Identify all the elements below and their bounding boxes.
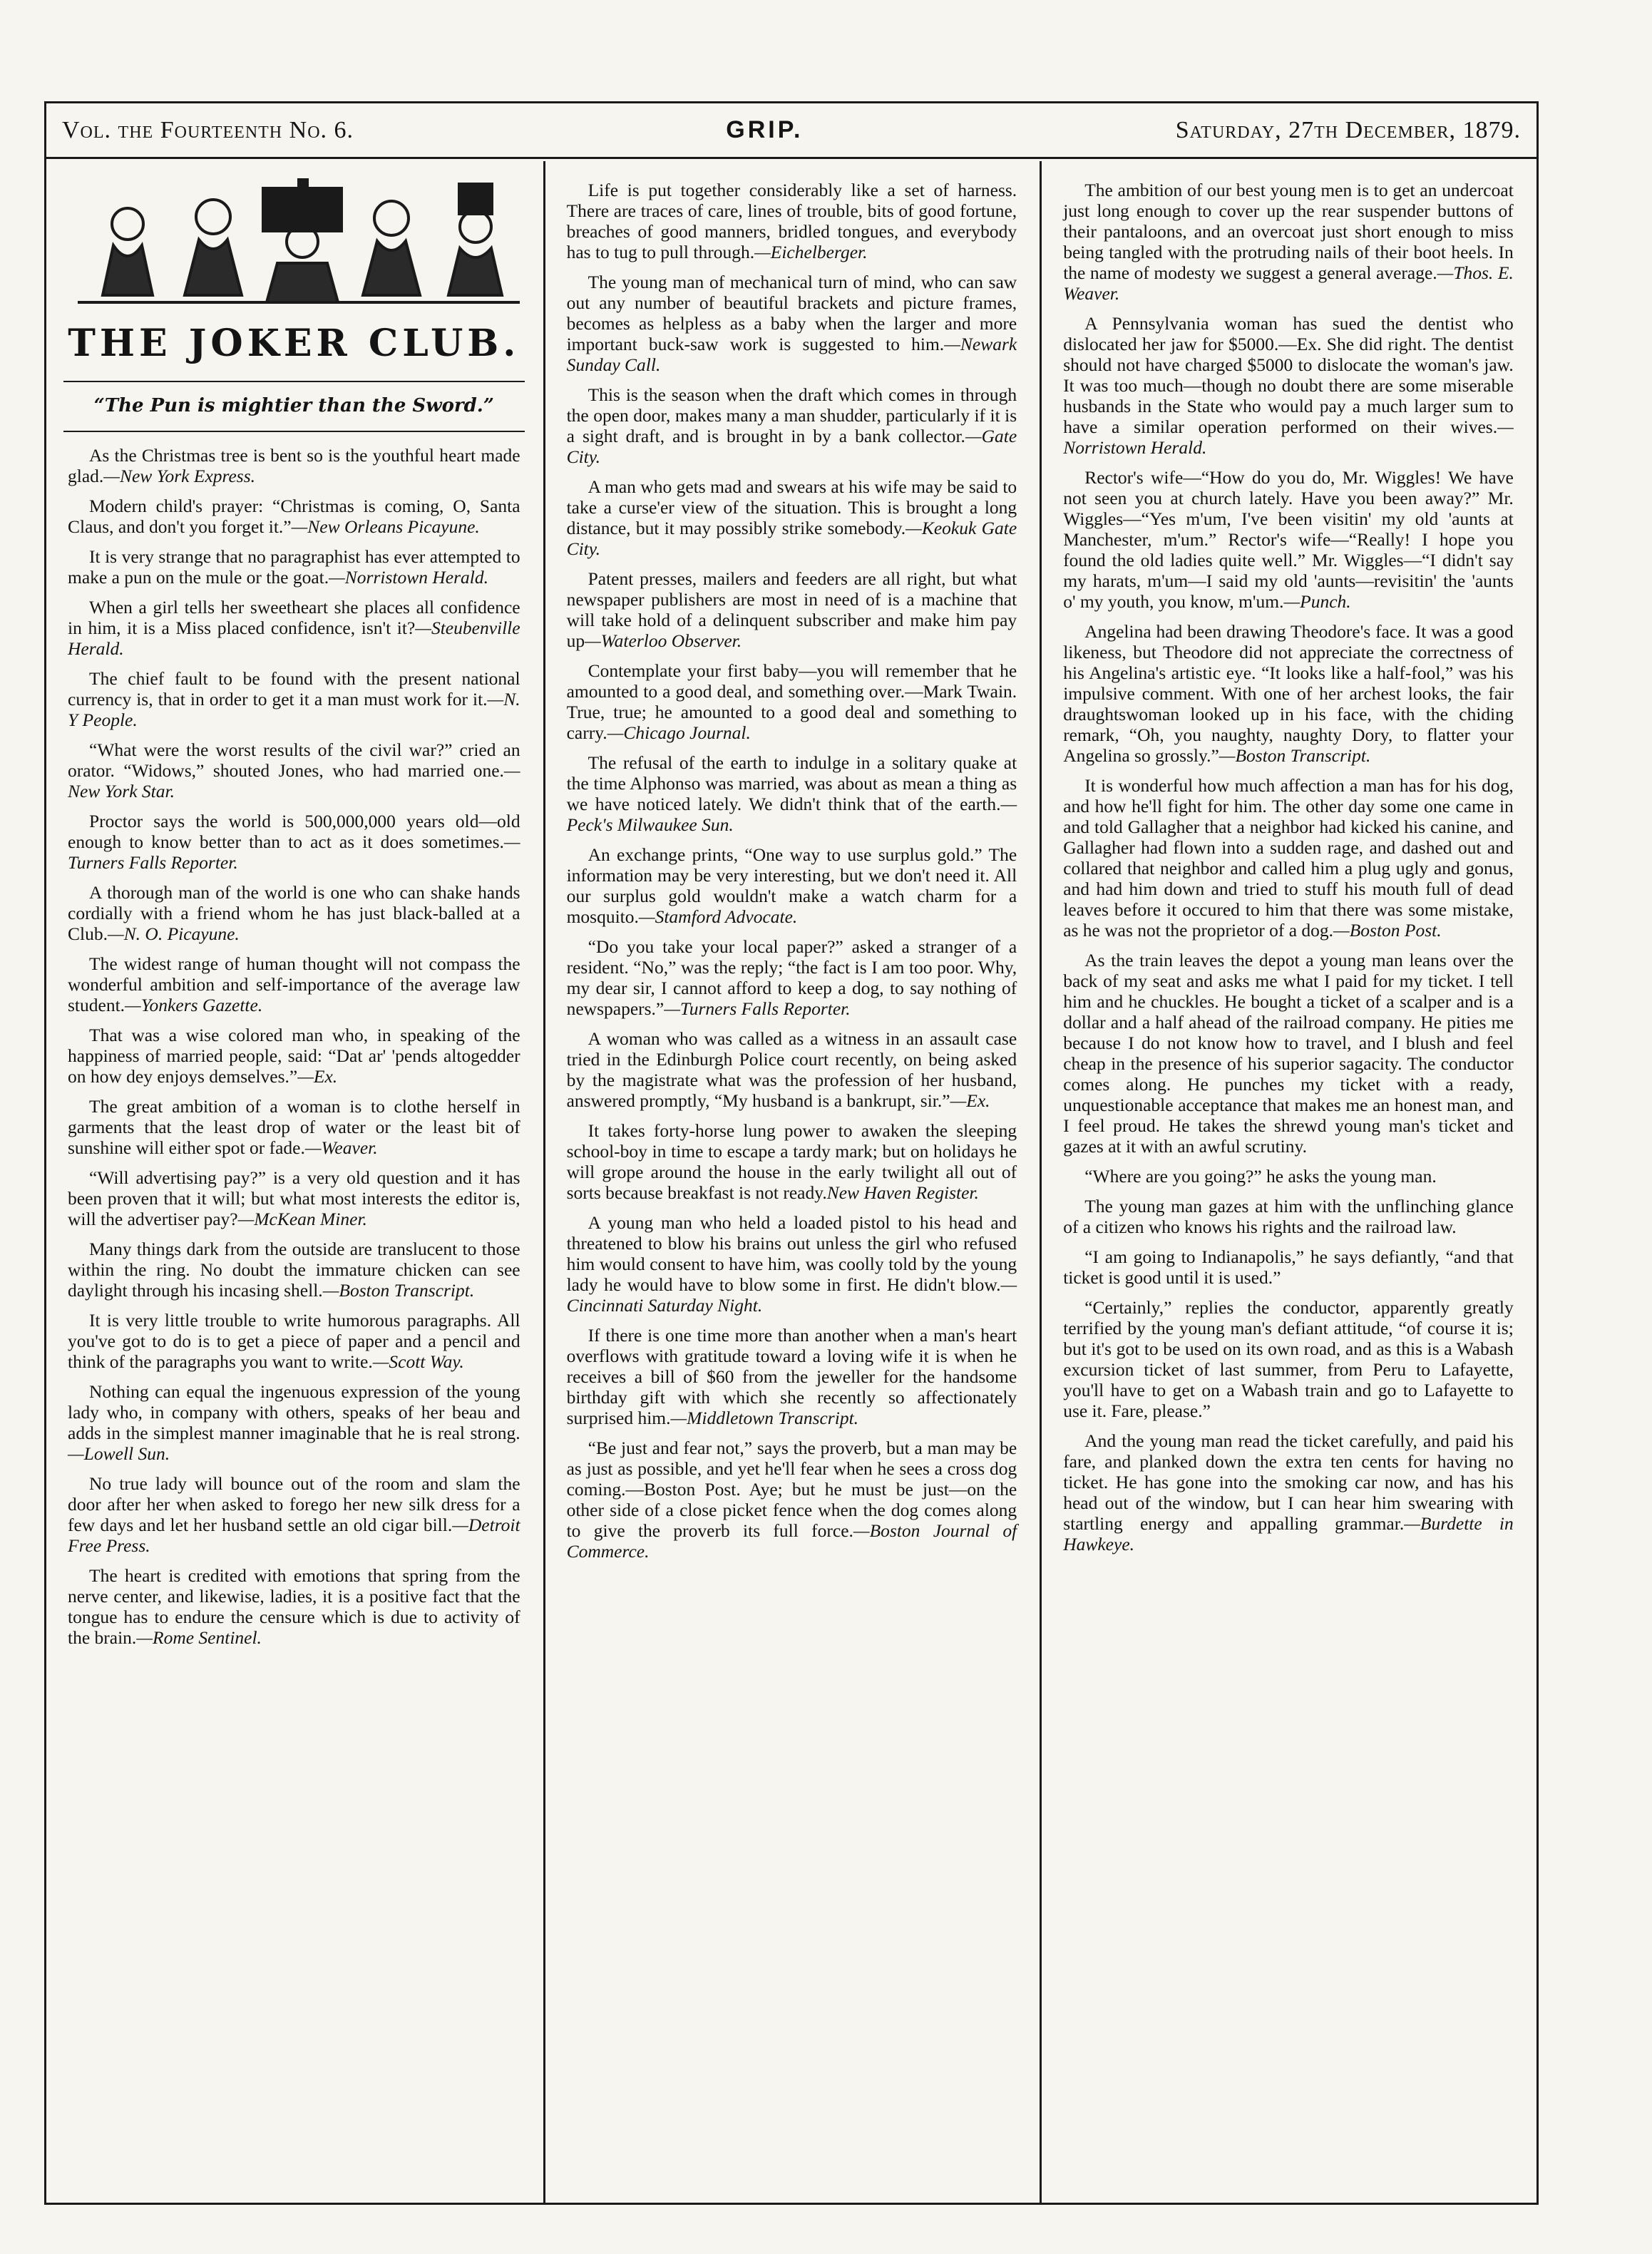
- column-2: [543, 161, 1040, 2203]
- paragraph-text: It is very strange that no paragraphist has ever attempted to make a pun on the mule or the goat.: [68, 546, 520, 588]
- paragraph-source: —Detroit Free Press.: [68, 1515, 520, 1556]
- news-paragraph: [1063, 1166, 1514, 1187]
- paragraph-source: —Norristown Herald.: [329, 567, 488, 588]
- paragraph-text: Life is put together considerably like a set of harness. There are traces of care, lines of trouble, bits of good fortune, breaches of good manners, bridled tongues, and everybody has to tug to pull through.: [566, 180, 1017, 262]
- paragraph-source: —Turners Falls Reporter.: [68, 831, 520, 873]
- news-paragraph: [68, 1025, 520, 1087]
- column-2-body: [567, 180, 1017, 1562]
- news-paragraph: [567, 1120, 1017, 1203]
- news-paragraph: [1063, 1246, 1514, 1288]
- paragraph-source: —Burdette in Hawkeye.: [1063, 1513, 1514, 1554]
- paragraph-source: —Lowell Sun.: [68, 1443, 170, 1464]
- paragraph-source: —Waterloo Observer.: [585, 630, 742, 651]
- news-paragraph: [567, 1438, 1017, 1562]
- paragraph-source: —McKean Miner.: [237, 1209, 367, 1229]
- publication-title: GRIP.: [726, 116, 804, 143]
- paragraph-text: It takes forty-horse lung power to awaken the sleeping school-boy in time to escape a tardy mark; but on holidays he will grope around the house in the early twilight all out of sorts because breakfast is not ready.: [566, 1120, 1017, 1203]
- paragraph-source: —New York Express.: [103, 466, 256, 486]
- news-paragraph: [1063, 1430, 1514, 1554]
- paragraph-source: —Scott Way.: [372, 1351, 464, 1372]
- paragraph-text: “Will advertising pay?” is a very old question and it has been proven that it will; but what most interests the editor is, will the advertiser pay?: [68, 1167, 520, 1229]
- paragraph-source: —New York Star.: [68, 760, 520, 801]
- paragraph-text: An exchange prints, “One way to use surplus gold.” The information may be very interesting, but we don't need it. All our surplus gold wouldn't make a watch charm for a mosquito.: [566, 844, 1017, 927]
- paragraph-source: —Thos. E. Weaver.: [1063, 262, 1514, 304]
- news-paragraph: [1063, 1297, 1514, 1421]
- paragraph-source: —Boston Post.: [1333, 920, 1442, 941]
- news-paragraph: [68, 953, 520, 1015]
- paragraph-source: —Yonkers Gazette.: [125, 995, 263, 1015]
- news-paragraph: [567, 660, 1017, 743]
- news-paragraph: [68, 597, 520, 659]
- paragraph-source: —N. Y People.: [68, 689, 520, 730]
- paragraph-text: A thorough man of the world is one who can shake hands cordially with a friend whom he has just black-balled at a Club.: [68, 882, 520, 944]
- paragraph-text: Contemplate your first baby—you will remember that he amounted to a good deal, and something over.—Mark Twain. True, true; he amounted to a good deal and something to carry.: [566, 660, 1017, 743]
- paragraph-source: —New Orleans Picayune.: [291, 516, 480, 537]
- paragraph-text: And the young man read the ticket carefully, and paid his fare, and planked down the extra ten cents for having no ticket. He has gone into the smoking car now, and has his head out of the window, but I can hear him swearing with startling energy and appalling grammar.: [1063, 1430, 1514, 1534]
- news-paragraph: [68, 811, 520, 873]
- news-paragraph: [567, 844, 1017, 927]
- paragraph-text: It is very little trouble to write humorous paragraphs. All you've got to do is to get a piece of paper and a pencil and think of the paragraphs you want to write.: [68, 1310, 520, 1372]
- paragraph-text: Nothing can equal the ingenuous expression of the young lady who, in company with others, speaks of her beau and adds in the simplest manner imaginable that he is real strong.: [68, 1381, 520, 1443]
- paragraph-source: —Ex.: [950, 1090, 990, 1111]
- paragraph-source: New Haven Register.: [826, 1182, 979, 1203]
- paragraph-text: The heart is credited with emotions that spring from the nerve center, and likewise, ladies, it is a positive fact that the tongue has to endure the censure which is due to activity of the brain.: [68, 1565, 520, 1648]
- paragraph-source: —Boston Transcript.: [1219, 745, 1371, 766]
- paragraph-text: A man who gets mad and swears at his wife may be said to take a curse'er view of the situation. This is brought a long distance, but it may possibly strike somebody.: [566, 476, 1017, 538]
- paragraph-text: That was a wise colored man who, in speaking of the happiness of married people, said: “Dat ar' 'pends altogedder on how dey enjoys demselves.”: [68, 1025, 520, 1087]
- paragraph-source: —Punch.: [1283, 591, 1351, 612]
- news-paragraph: [68, 546, 520, 588]
- paragraph-text: Proctor says the world is 500,000,000 years old—old enough to know better than to act as it does sometimes.: [68, 811, 520, 852]
- news-paragraph: [68, 739, 520, 801]
- paragraph-source: —Boston Journal of Commerce.: [566, 1520, 1017, 1562]
- issue-date: Saturday, 27th December, 1879.: [1175, 116, 1521, 143]
- news-paragraph: [567, 568, 1017, 651]
- news-paragraph: [1063, 313, 1514, 458]
- paragraph-source: —Cincinnati Saturday Night.: [566, 1274, 1017, 1316]
- news-paragraph: [1063, 775, 1514, 941]
- paragraph-text: The widest range of human thought will not compass the wonderful ambition and self-importance of the average law student.: [68, 953, 520, 1015]
- news-paragraph: [567, 272, 1017, 375]
- paragraph-text: A Pennsylvania woman has sued the dentist who dislocated her jaw for $5000.—Ex. She did right. The dentist should not have charged $5000 to dislocate the woman's jaw. It was too much—though no doubt there are some miserable husbands in the State who would pay a much larger sum to have a similar operation performed on their wives.: [1063, 313, 1514, 437]
- paragraph-text: Many things dark from the outside are translucent to those within the ring. No doubt the immature chicken can see daylight through his incasing shell.: [68, 1239, 520, 1301]
- paragraph-source: —Ex.: [297, 1066, 338, 1087]
- column-1: [46, 161, 543, 2203]
- column-1-body: [68, 445, 520, 1648]
- paragraph-text: No true lady will bounce out of the room and slam the door after her when asked to forego her new silk dress for a few days and let her husband settle an old cigar bill.: [68, 1473, 520, 1535]
- paragraph-text: A young man who held a loaded pistol to his head and threatened to blow his brains out unless the girl who refused him would consent to have him, was coolly told by the young lady he would have to blow some in first. He didn't blow.: [566, 1212, 1017, 1295]
- paragraph-text: “Do you take your local paper?” asked a stranger of a resident. “No,” was the reply; “the fact is I am too poor. Why, my dear sir, I cannot afford to keep a dog, to say nothing of newspapers.”: [566, 936, 1017, 1019]
- news-paragraph: [68, 496, 520, 537]
- news-paragraph: [68, 882, 520, 944]
- paragraph-source: —Steubenville Herald.: [68, 618, 520, 659]
- news-paragraph: [68, 1239, 520, 1301]
- news-paragraph: [567, 1212, 1017, 1316]
- paragraph-source: —Stamford Advocate.: [638, 906, 798, 927]
- paragraph-source: —Turners Falls Reporter.: [664, 998, 851, 1019]
- paragraph-source: —N. O. Picayune.: [107, 923, 240, 944]
- paragraph-text: “Certainly,” replies the conductor, apparently greatly terrified by the young man's defiant attitude, “of course it is; but it's got to be used on its own road, and as this is a Wabash excursion ticket of last summer, from Peru to Lafayette, you'll have to get on a Wabash train and go to Lafayette to use it. Fare, please.”: [1063, 1297, 1514, 1421]
- paragraph-text: When a girl tells her sweetheart she places all confidence in him, it is a Miss placed confidence, isn't it?: [68, 597, 520, 638]
- news-paragraph: [1063, 950, 1514, 1157]
- paragraph-source: —Chicago Journal.: [607, 722, 751, 743]
- paragraph-text: Patent presses, mailers and feeders are all right, but what newspaper publishers are most in need of is a machine that will take hold of a delinquent subscriber and make him pay up: [566, 568, 1017, 651]
- news-paragraph: [68, 1473, 520, 1556]
- club-title: THE JOKER CLUB.: [68, 322, 520, 365]
- paragraph-text: Rector's wife—“How do you do, Mr. Wiggles! We have not seen you at church lately. Have you been away?” Mr. Wiggles—“Yes m'um, I've been visitin' my old 'aunts at Manchester, m'um.” Rector's wife—“Really! I hope you found the old ladies quite well.” Mr. Wiggles—“I didn't say my harats, m'um—I said my old 'aunts—revisitin' the 'aunts o' my youth, you know, m'um.: [1063, 467, 1514, 612]
- volume-label: Vol. the Fourteenth No. 6.: [62, 116, 354, 143]
- paragraph-text: This is the season when the draft which comes in through the open door, makes many a man shudder, particularly if it is a sight draft, and is brought in by a bank collector.: [566, 384, 1017, 446]
- club-motto: “The Pun is mightier than the Sword.”: [63, 382, 525, 432]
- paragraph-text: “Where are you going?” he asks the young man.: [1084, 1166, 1437, 1187]
- news-paragraph: [1063, 180, 1514, 304]
- news-paragraph: [1063, 467, 1514, 612]
- columns: [46, 161, 1536, 2203]
- news-paragraph: [68, 1167, 520, 1229]
- paragraph-text: The young man gazes at him with the unflinching glance of a citizen who knows his rights and the railroad law.: [1063, 1196, 1514, 1237]
- news-paragraph: [68, 1381, 520, 1464]
- paragraph-text: The chief fault to be found with the present national currency is, that in order to get it a man must work for it.: [68, 668, 520, 710]
- news-paragraph: [1063, 1196, 1514, 1237]
- paragraph-source: —Gate City.: [566, 426, 1017, 467]
- news-paragraph: [567, 936, 1017, 1019]
- news-paragraph: [1063, 621, 1514, 766]
- newspaper-page: [44, 101, 1539, 2205]
- news-paragraph: [567, 752, 1017, 835]
- news-paragraph: [68, 1096, 520, 1158]
- news-paragraph: [567, 1325, 1017, 1428]
- news-paragraph: [68, 1310, 520, 1372]
- paragraph-source: —Norristown Herald.: [1063, 416, 1514, 458]
- paragraph-text: It is wonderful how much affection a man has for his dog, and how he'll fight for him. The other day some one came in and told Gallagher that a neighbor had kicked his canine, and Gallagher had flown into a sudden rage, and dashed out and collared that neighbor and called him a plug ugly and gonus, and had him down and tried to stuff his mouth full of dead leaves before it occured to him that there was some mistake, as he was not the proprietor of a dog.: [1063, 775, 1514, 941]
- paragraph-source: —Eichelberger.: [754, 242, 868, 262]
- paragraph-source: —Weaver.: [304, 1137, 378, 1158]
- paragraph-source: —Middletown Transcript.: [670, 1408, 859, 1428]
- news-paragraph: [567, 476, 1017, 559]
- column-3: [1040, 161, 1536, 2203]
- paragraph-text: “What were the worst results of the civil war?” cried an orator. “Widows,” shouted Jones, who had married one.: [68, 739, 520, 781]
- page-header: [46, 103, 1536, 159]
- paragraph-text: The refusal of the earth to indulge in a solitary quake at the time Alphonso was married, was about as mean a thing as we have noticed lately. We didn't think that of the earth.: [566, 752, 1017, 814]
- news-paragraph: [567, 384, 1017, 467]
- column-3-body: [1063, 180, 1514, 1554]
- paragraph-source: —Rome Sentinel.: [136, 1627, 262, 1648]
- news-paragraph: [567, 180, 1017, 262]
- paragraph-text: As the train leaves the depot a young man leans over the back of my seat and asks me what I paid for my ticket. I tell him and he chuckles. He bought a ticket of a scalper and is a dollar and a half ahead of the railroad company. He pities me because I do not know how to travel, and I blush and feel cheap in the presence of his superior sagacity. The conductor comes along. He punches my ticket with a ready, unquestionable acceptance that makes me an honest man, and I feel proud. He takes the shrewd young man's ticket and gazes at it with an awful scrutiny.: [1063, 950, 1514, 1157]
- news-paragraph: [68, 668, 520, 730]
- news-paragraph: [68, 1565, 520, 1648]
- paragraph-source: —Newark Sunday Call.: [566, 334, 1017, 375]
- masthead-illustration: [63, 174, 534, 317]
- paragraph-text: If there is one time more than another when a man's heart overflows with gratitude toward a loving wife it is when he receives a bill of $60 from the jeweller for the handsome birthday gift with which she recently so affectionately surprised him.: [566, 1325, 1017, 1428]
- paragraph-text: The ambition of our best young men is to get an undercoat just long enough to cover up the rear suspender buttons of their pantaloons, and an overcoat just short enough to miss being tangled with the protruding nails of their boot heels. In the name of modesty we suggest a general average.: [1063, 180, 1514, 283]
- paragraph-source: —Keokuk Gate City.: [566, 518, 1017, 559]
- news-paragraph: [68, 445, 520, 486]
- paragraph-text: “Be just and fear not,” says the proverb, but a man may be as just as possible, and yet he'll fear when he sees a cross dog coming.—Boston Post. Aye; but he must be just—on the other side of a close picket fence when the dog comes along to give the proverb its full force.: [566, 1438, 1017, 1541]
- paragraph-source: —Peck's Milwaukee Sun.: [566, 794, 1017, 835]
- paragraph-text: The great ambition of a woman is to clothe herself in garments that the least drop of water or the least bit of sunshine will either spot or fade.: [68, 1096, 520, 1158]
- paragraph-text: As the Christmas tree is bent so is the youthful heart made glad.: [68, 445, 520, 486]
- paragraph-source: —Boston Transcript.: [322, 1280, 475, 1301]
- paragraph-text: The young man of mechanical turn of mind, who can saw out any number of beautiful brackets and picture frames, becomes as helpless as a baby when the larger and more important buck-saw work is suggested to him.: [566, 272, 1017, 354]
- paragraph-text: “I am going to Indianapolis,” he says defiantly, “and that ticket is good until it is used.”: [1063, 1246, 1514, 1288]
- paragraph-text: Modern child's prayer: “Christmas is coming, O, Santa Claus, and don't you forget it.”: [68, 496, 520, 537]
- paragraph-text: Angelina had been drawing Theodore's face. It was a good likeness, but Theodore did not appreciate the correctness of his Angelina's artistic eye. “It looks like a half-fool,” was his impulsive comment. With one of her archest looks, the fair draughtswoman looked up in his face, with the chiding remark, “Oh, you naughty, naughty Dory, to flatter your Angelina so grossly.”: [1063, 621, 1514, 766]
- paragraph-text: A woman who was called as a witness in an assault case tried in the Edinburgh Police court recently, on being asked by the magistrate what was the profession of her husband, answered promptly, “My husband is a bankrupt, sir.”: [566, 1028, 1017, 1111]
- news-paragraph: [567, 1028, 1017, 1111]
- joker-club-masthead: [63, 174, 525, 382]
